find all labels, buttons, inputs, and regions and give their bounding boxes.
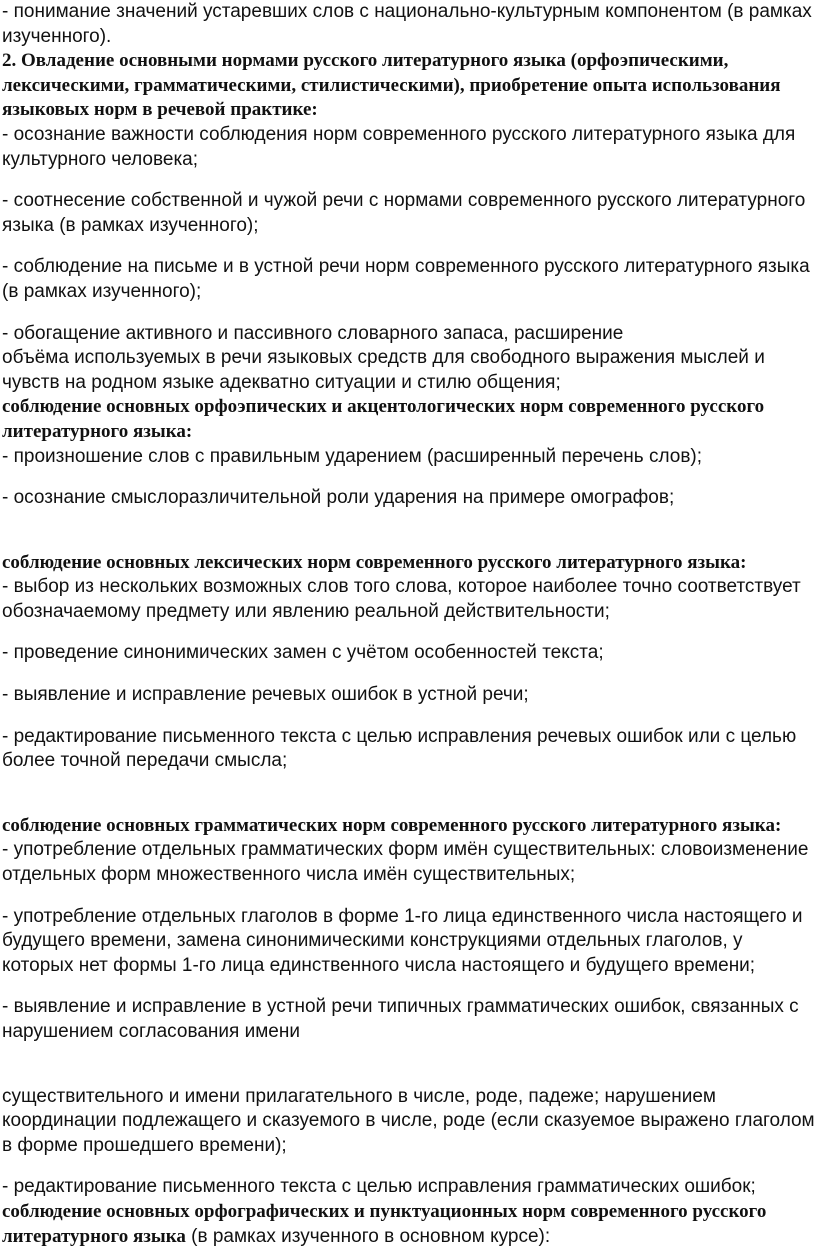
list-item: - обогащение активного и пассивного словарного запаса, расширение — [2, 322, 624, 344]
section-heading-orthoepic: соблюдение основных орфоэпических и акцентологических норм современного русского литературного языка: — [2, 396, 765, 442]
list-item: - соблюдение на письме и в устной речи норм современного русского литературного языка (в рамках изученного); — [2, 256, 810, 302]
list-item: - выявление и исправление в устной речи типичных грамматических ошибок, связанных с нарушением согласования имени — [2, 996, 799, 1042]
list-item: - произношение слов с правильным ударением (расширенный перечень слов); — [2, 445, 703, 467]
spelling-norms-note: (в рамках изученного в основном курсе): — [185, 1225, 551, 1247]
paragraph-spelling-norms — [2, 1200, 816, 1249]
list-item: - осознание смыслоразличительной роли ударения на примере омографов; — [2, 487, 675, 509]
spelling-norms-heading: соблюдение основных орфографических и пунктуационных норм современного русского литературного языка — [2, 1200, 767, 1247]
list-item: - выбор из нескольких возможных слов того слова, которое наиболее точно соответствует обозначаемому предмету или явлению реальной действительности; — [2, 576, 801, 622]
list-item: - соотнесение собственной и чужой речи с нормами современного русского литературного языка (в рамках изученного); — [2, 190, 806, 236]
section-heading-grammatical: соблюдение основных грамматических норм современного русского литературного языка: — [2, 814, 782, 836]
list-item: - редактирование письменного текста с целью исправления речевых ошибок или с целью более точной передачи смысла; — [2, 725, 797, 772]
list-item: - употребление отдельных глаголов в форме 1-го лица единственного числа настоящего и будущего времени, замена синонимическими конструкциями отдельных глаголов, у которых нет формы 1-го лица единственного числа настоящего и будущего времени; — [2, 905, 803, 976]
list-item: - употребление отдельных грамматических форм имён существительных: словоизменение отдельных форм множественного числа имён существительных; — [2, 839, 809, 886]
list-item: - выявление и исправление речевых ошибок в устной речи; — [2, 684, 529, 706]
list-item: - редактирование письменного текста с целью исправления грамматических ошибок; — [2, 1176, 756, 1198]
list-item-continuation: объёма используемых в речи языковых средств для свободного выражения мыслей и чувств на родном языке адекватно ситуации и стилю общения; — [2, 347, 765, 393]
paragraph-obsolete-words: - понимание значений устаревших слов с национально-культурным компонентом (в рамках изученного). — [2, 1, 812, 47]
list-item-continuation: существительного и имени прилагательного в числе, роде, падеже; нарушением координации подлежащего и сказуемого в числе, роде (если сказуемое выражено глаголом в форме прошедшего времени); — [2, 1085, 815, 1156]
section-heading-lexical: соблюдение основных лексических норм современного русского литературного языка: — [2, 551, 747, 573]
list-item: - проведение синонимических замен с учётом особенностей текста; — [2, 642, 604, 664]
section-heading-norms: 2. Овладение основными нормами русского литературного языка (орфоэпическими, лексическими, грамматическими, стилистическими), приобретение опыта использования языковых норм в речевой практике: — [2, 50, 781, 121]
list-item: - осознание важности соблюдения норм современного русского литературного языка для культурного человека; — [2, 123, 796, 170]
